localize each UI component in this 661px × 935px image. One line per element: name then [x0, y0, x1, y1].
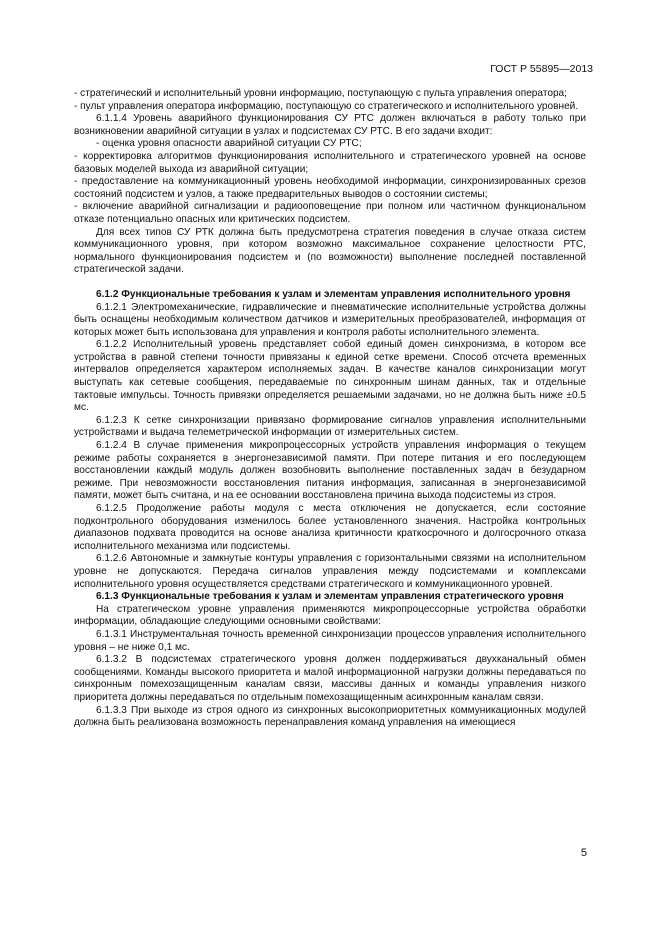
paragraph: Для всех типов СУ РТК должна быть предусмотрена стратегия поведения в случае отказа систем коммуникационного уровня, при котором возможно максимальное сохранение целостности РТС, нормального функционирования подсистем и (по возможности) выполнение последней поставленной стратегической задачи. — [74, 226, 586, 276]
paragraph: 6.1.2.6 Автономные и замкнутые контуры управления с горизонтальными связями на исполнительном уровне не допускаются. Передача сигналов управления между подсистемами и комплексами исполнительного уровня осуществляется средствами стратегического и коммуникационного уровней. — [74, 553, 586, 590]
section-heading: 6.1.3 Функциональные требования к узлам и элементам управления стратегического уровня — [96, 591, 564, 603]
paragraph: 6.1.2.4 В случае применения микропроцессорных устройств управления информация о текущем режиме работы сохраняется в энергонезависимой памяти. При потере питания и его последующем восстановлении каждый модуль должен возобновить выполнение поставленных задач в безударном режиме. При невозможности восстановления питания информация, записанная в энергонезависимой памяти, может быть считана, и на ее основании восстановлена причина выхода подсистемы из строя. — [74, 440, 586, 502]
paragraph: 6.1.1.4 Уровень аварийного функционирования СУ РТС должен включаться в работу только при возникновении аварийной ситуации в узлах и подсистемах СУ РТС. В его задачи входит: — [74, 113, 586, 137]
paragraph: 6.1.3.2 В подсистемах стратегического уровня должен поддерживаться двухканальный обмен сообщениями. Команды высокого приоритета и малой информационной нагрузки должны передаваться по синхронным помехозащищенным каналам связи, массивы данных и команды управления низкого приоритета должны передаваться по отдельным помехозащищенным асинхронным каналам связи. — [74, 654, 586, 703]
paragraph: - пульт управления оператора информацию, поступающую со стратегического и исполнительного уровней. — [74, 100, 579, 112]
paragraph: 6.1.2.3 К сетке синхронизации привязано формирование сигналов управления исполнительными устройствами и выдача телеметрической информации от измерительных систем. — [74, 414, 586, 439]
paragraph: - стратегический и исполнительный уровни информацию, поступающую с пульта управления оператора; — [74, 88, 567, 99]
paragraph: 6.1.2.5 Продолжение работы модуля с места отключения не допускается, если состояние подконтрольного оборудования изменилось более установленного значения. Настройка контрольных диапазонов подхвата проводится на основе анализа критичности краткосрочного и долгосрочного отказа исполнительного механизма или подсистемы. — [74, 503, 586, 552]
paragraph: 6.1.3.3 При выходе из строя одного из синхронных высокоприоритетных коммуникационных модулей должна быть реализована возможность перенаправления команд управления на имеющиеся — [74, 704, 586, 729]
paragraph: 6.1.2.2 Исполнительный уровень представляет собой единый домен синхронизма, в котором все устройства в равной степени точности привязаны к единой сетке времени. Способ отсчета временных интервалов определяется характером исполняемых задач. В качестве каналов синхронизации могут выступать как сетевые сообщения, передаваемые по синхронным шинам данных, так и отдельные тактовые импульсы. Точность привязки определяется решаемыми задачами, но не должна быть ниже ±0.5 мс. — [74, 339, 586, 414]
section-heading: 6.1.2 Функциональные требования к узлам и элементам управления исполнительного уровня — [96, 288, 571, 300]
document-body — [74, 88, 586, 730]
paragraph: 6.1.3.1 Инструментальная точность временной синхронизации процессов управления исполнительного уровня – не ниже 0,1 мс. — [74, 628, 586, 653]
paragraph: На стратегическом уровне управления применяются микропроцессорные устройства обработки информации, обладающие следующими основными свойствами: — [74, 603, 586, 628]
paragraph: 6.1.2.1 Электромеханические, гидравлические и пневматические исполнительные устройства должны быть оснащены необходимым количеством датчиков и измерительных преобразователей, информация от которых может быть использована для управления и контроля работы исполнительного элемента. — [74, 301, 586, 338]
paragraph: - оценка уровня опасности аварийной ситуации СУ РТС; — [96, 138, 362, 150]
paragraph: - включение аварийной сигнализации и радиооповещение при полном или частичном функциональном отказе потенциально опасных или критических подсистем. — [74, 201, 586, 225]
paragraph: - предоставление на коммуникационный уровень необходимой информации, синхронизированных срезов состояний подсистем и узлов, а также предварительных выводов о состоянии системы; — [74, 176, 586, 200]
document-code: ГОСТ Р 55895—2013 — [490, 63, 593, 75]
paragraph: - корректировка алгоритмов функционирования исполнительного и стратегического уровней на основе базовых моделей выхода из аварийной ситуации; — [74, 150, 586, 175]
section-spacer — [74, 277, 586, 289]
page-number: 5 — [580, 847, 587, 859]
